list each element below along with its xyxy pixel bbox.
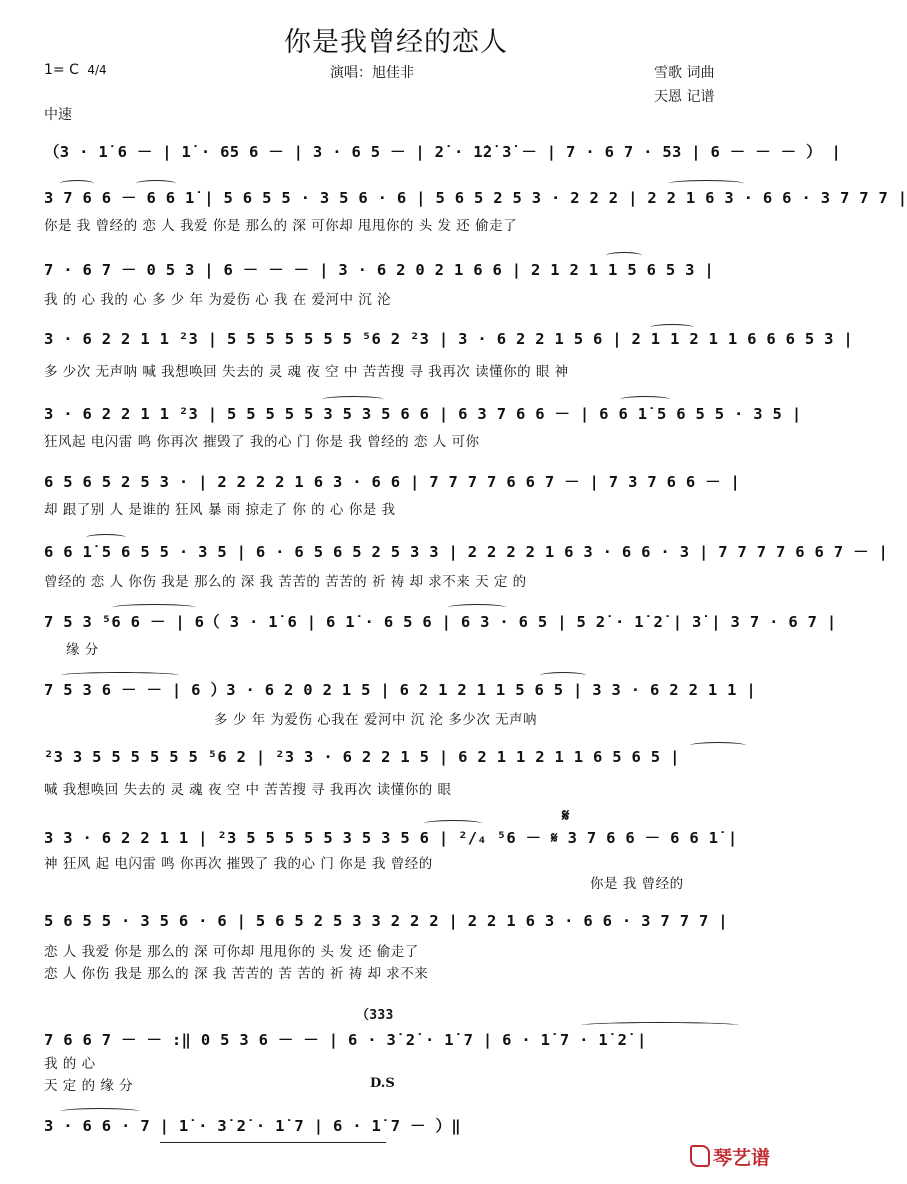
lyric-line: 我 的 心 我的 心 多 少 年 为爱伤 心 我 在 爱河中 沉 沦 xyxy=(44,292,392,308)
ending-annotation: （333 xyxy=(356,1008,394,1023)
lyric-line-second-verse: 恋 人 你伤 我是 那么的 深 我 苦苦的 苦 苦的 祈 祷 却 求不来 xyxy=(44,966,429,982)
key-label: 1= C xyxy=(44,62,79,78)
notation-row: 3 7 6 6 － 6 6 1̇ | 5 6 5 5 · 3 5 6 · 6 | 5 6 5 2 5 3 · 2 2 2 | 2 2 1 6 3 · 6 6 · 3 7 7 7 | xyxy=(44,189,907,207)
slur-mark xyxy=(668,180,744,187)
slur-mark xyxy=(448,604,506,611)
site-logo xyxy=(690,1143,770,1170)
lyric-line: 缘 分 xyxy=(66,642,99,658)
slur-mark xyxy=(690,742,746,749)
notation-row: 3 · 6 6 · 7 | 1̇ · 3̇ 2̇ · 1̇ 7 | 6 · 1̇ 7 － ）‖ xyxy=(44,1117,461,1135)
time-signature: 4/4 xyxy=(87,63,107,77)
tempo-marking: 中速 xyxy=(44,107,72,123)
lyric-line: 狂风起 电闪雷 鸣 你再次 摧毁了 我的心 门 你是 我 曾经的 恋 人 可你 xyxy=(44,434,480,450)
slur-mark xyxy=(650,324,694,331)
notation-row: 6 6 1̇ 5 6 5 5 · 3 5 | 6 · 6 5 6 5 2 5 3 3 | 2 2 2 2 1 6 3 · 6 6 · 3 | 7 7 7 7 6 6 7 － | xyxy=(44,543,889,561)
ending-underline xyxy=(160,1142,386,1143)
lyric-line: 多 少 年 为爱伤 心我在 爱河中 沉 沦 多少次 无声呐 xyxy=(214,712,538,728)
notation-row: 5 6 5 5 · 3 5 6 · 6 | 5 6 5 2 5 3 3 2 2 2 | 2 2 1 6 3 · 6 6 · 3 7 7 7 | xyxy=(44,912,728,930)
slur-mark xyxy=(112,604,196,611)
notation-row: 6 5 6 5 2 5 3 · | 2 2 2 2 1 6 3 · 6 6 | 7 7 7 7 6 6 7 － | 7 3 7 6 6 － | xyxy=(44,473,741,491)
lyric-line-second-verse: 你是 我 曾经的 xyxy=(590,876,684,892)
slur-mark xyxy=(322,396,384,403)
notation-row: 3 3 · 6 2 2 1 1 | ²3 5 5 5 5 5 3 5 3 5 6 | ²/₄ ⁵6 － 𝄋 3 7 6 6 － 6 6 1̇ | xyxy=(44,829,738,847)
slur-mark xyxy=(424,820,482,827)
song-title: 你是我曾经的恋人 xyxy=(284,27,508,58)
slur-mark xyxy=(60,672,180,679)
notation-row: 7 5 3 ⁵6 6 － | 6（ 3 · 1̇ 6 | 6 1̇ · 6 5 6 | 6 3 · 6 5 | 5 2̇ · 1̇ 2̇ | 3̇ | 3 7 · 6 7 | xyxy=(44,613,837,631)
lyricist-composer-credit: 雪歌 词曲 xyxy=(654,65,715,81)
slur-mark xyxy=(606,252,642,259)
lyric-line-second-verse: 天 定 的 缘 分 xyxy=(44,1078,134,1094)
slur-mark xyxy=(540,672,586,679)
notation-row: 3 · 6 2 2 1 1 ²3 | 5 5 5 5 5 5 5 ⁵6 2 ²3 | 3 · 6 2 2 1 5 6 | 2 1 1 2 1 1 6 6 6 5 3 | xyxy=(44,330,854,348)
notation-row: 7 · 6 7 － 0 5 3 | 6 － － － | 3 · 6 2 0 2 1 6 6 | 2 1 2 1 1 5 6 5 3 | xyxy=(44,261,715,279)
notation-row: 7 5 3 6 － － | 6 ）3 · 6 2 0 2 1 5 | 6 2 1 2 1 1 5 6 5 | 3 3 · 6 2 2 1 1 | xyxy=(44,681,756,699)
lyric-line: 你是 我 曾经的 恋 人 我爱 你是 那么的 深 可你却 甩甩你的 头 发 还 偷走了 xyxy=(44,218,518,234)
slur-mark xyxy=(580,1022,740,1029)
key-signature xyxy=(44,62,107,78)
slur-mark xyxy=(60,180,94,187)
lyric-line: 多 少次 无声呐 喊 我想唤回 失去的 灵 魂 夜 空 中 苦苦搜 寻 我再次 读懂你的 眼 神 xyxy=(44,364,569,380)
slur-mark xyxy=(86,534,126,541)
slur-mark xyxy=(60,1108,140,1115)
notation-row: （3 · 1̇ 6 － | 1̇ · 65 6 － | 3 · 6 5 － | 2̇ · 1̇2̇ 3̇ － | 7 · 6 7 · 53 | 6 － － － ） | xyxy=(44,143,842,161)
singer-credit: 演唱：旭佳非 xyxy=(330,65,414,81)
dal-segno-mark: D.S xyxy=(370,1076,395,1091)
logo-icon xyxy=(690,1145,710,1167)
lyric-line: 喊 我想唤回 失去的 灵 魂 夜 空 中 苦苦搜 寻 我再次 读懂你的 眼 xyxy=(44,782,452,798)
lyric-line: 神 狂风 起 电闪雷 鸣 你再次 摧毁了 我的心 门 你是 我 曾经的 xyxy=(44,856,433,872)
lyric-line: 恋 人 我爱 你是 那么的 深 可你却 甩甩你的 头 发 还 偷走了 xyxy=(44,944,419,960)
logo-text: 琴艺谱 xyxy=(712,1147,770,1169)
notation-row: 3 · 6 2 2 1 1 ²3 | 5 5 5 5 5 3 5 3 5 6 6 | 6 3 7 6 6 － | 6 6 1̇ 5 6 5 5 · 3 5 | xyxy=(44,405,802,423)
lyric-line: 曾经的 恋 人 你伤 我是 那么的 深 我 苦苦的 苦苦的 祈 祷 却 求不来 天 定 的 xyxy=(44,574,527,590)
notation-row: 7 6 6 7 － － :‖ 0 5 3 6 － － | 6 · 3̇ 2̇ · 1̇ 7 | 6 · 1̇ 7 · 1̇ 2̇ | xyxy=(44,1031,647,1049)
notation-row: ²3 3 5 5 5 5 5 5 ⁵6 2 | ²3 3 · 6 2 2 1 5 | 6 2 1 1 2 1 1 6 5 6 5 | xyxy=(44,748,680,766)
lyric-line: 却 跟了别 人 是谁的 狂风 暴 雨 掠走了 你 的 心 你是 我 xyxy=(44,502,396,518)
slur-mark xyxy=(620,396,670,403)
slur-mark xyxy=(136,180,176,187)
transcriber-credit: 天恩 记谱 xyxy=(654,89,715,105)
lyric-line: 我 的 心 xyxy=(44,1056,96,1072)
segno-sign: 𝄋 xyxy=(562,806,570,826)
